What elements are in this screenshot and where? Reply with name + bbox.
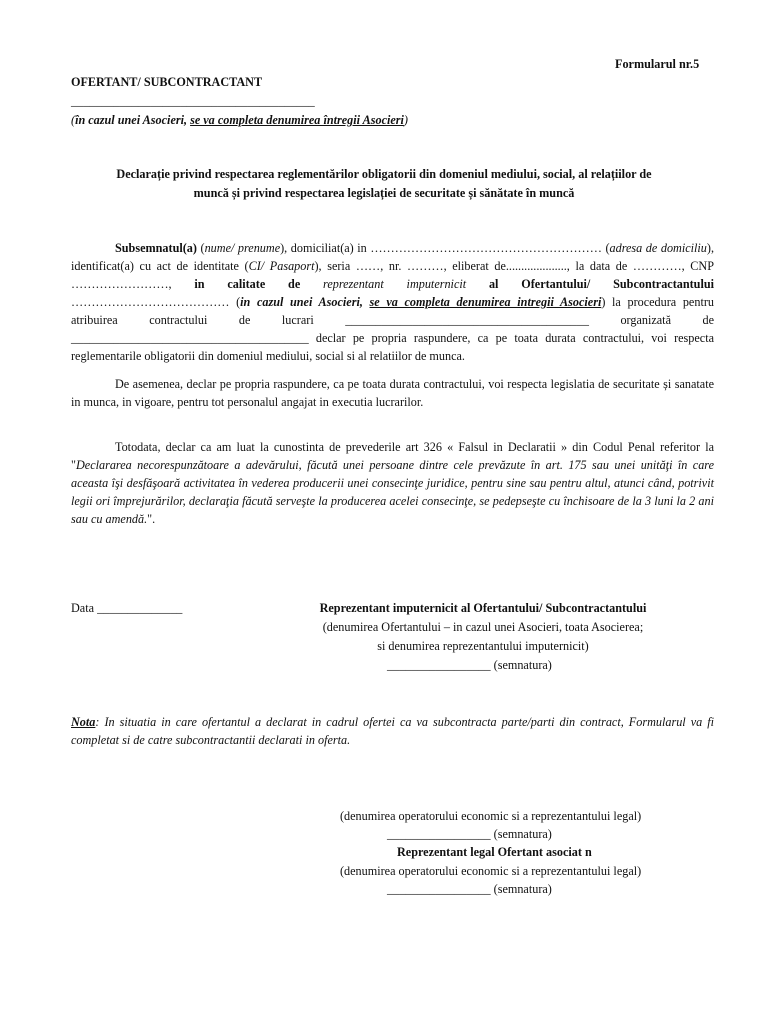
note-label: Nota	[71, 715, 96, 729]
text-run	[300, 277, 323, 291]
association-hint-underlined: se va completa denumirea întregii Asocieri	[190, 113, 404, 127]
declaration-title-line-1: Declarație privind respectarea reglementărilor obligatorii din domeniul mediului, social, al relațiilor de	[116, 167, 652, 181]
undersigned-label: Subsemnatul(a)	[115, 241, 197, 255]
organizer-line: _______________________________________	[71, 331, 309, 345]
association-hint-bold: în cazul unei Asocieri,	[75, 113, 191, 127]
signature-label: (semnatura)	[490, 827, 552, 841]
text-run: Totodata, declar ca am luat la cunostinta de prevederile art 326 « Falsul in Declaratii » din Codul Penal referitor la "	[71, 440, 714, 472]
operator-name-2: (denumirea operatorului economic si a reprezentantului legal)	[340, 864, 642, 878]
association-note: in cazul unei Asocieri,	[240, 295, 370, 309]
operator-signature-1	[387, 827, 552, 842]
date-label: Data	[71, 601, 98, 615]
note-text: : In situatia in care ofertantul a declarat in cadrul ofertei ca va subcontracta parte/parti din contract, Formularul va fi completat si de catre subcontractantii declarati in oferta.	[71, 715, 714, 747]
party-name-line: ________________________________________	[71, 94, 315, 108]
text-run	[466, 277, 489, 291]
penal-code-quote: Declararea necorespunzătoare a adevărului, făcută unei persoane dintre cele prevăzute în art. 175 sau unei unităţi în care aceasta îşi desfăşoară activitatea în vederea producerii unei consecinţe juridice, pentru sine sau pentru altul, atunci când, potrivit legii ori împrejurărilor, declaraţia făcută serveşte la producerea acelei consecinţe, se pedepseşte cu închisoare de la 3 luni la 2 ani sau cu amendă.	[71, 458, 714, 526]
text-run: ………………………………… (	[71, 295, 241, 309]
representative-note-2: si denumirea reprezentantului imputernicit)	[377, 639, 589, 653]
declaration-title-line-2: muncă și privind respectarea legislației de securitate și sănătate în muncă	[193, 186, 575, 200]
capacity-label: in calitate de	[194, 277, 301, 291]
declaration-paragraph-2: De asemenea, declar pe propria raspundere, ca pe toata durata contractului, voi respecta legislatia de securitate și sanatate in munca, in vigoare, pentru tot personalul angajat in executia lucrarilor.	[71, 377, 714, 409]
signature-line: _________________	[387, 882, 491, 896]
text-run: ), seria ……, nr. ………, eliberat de...................., la data de …………, CNP ……………………,	[71, 259, 715, 291]
representative-note-1: (denumirea Ofertantului – in cazul unei Asocieri, toata Asocierea;	[322, 620, 644, 634]
representative-signature	[387, 658, 552, 673]
association-hint-open: (	[71, 113, 76, 127]
association-hint-close: )	[403, 113, 408, 127]
representative-label: reprezentant imputernicit	[323, 277, 467, 291]
note-paragraph	[71, 713, 714, 749]
text-run: ), identificat(a) cu act de identitate (	[71, 241, 715, 273]
associate-title: Reprezentant legal Ofertant asociat n	[397, 845, 592, 859]
name-placeholder: nume/ prenume	[204, 241, 281, 255]
form-number: Formularul nr.5	[615, 57, 700, 71]
text-run: (	[196, 241, 205, 255]
date-line: ______________	[97, 601, 183, 615]
signature-label: (semnatura)	[490, 882, 552, 896]
signature-label: (semnatura)	[490, 658, 552, 672]
text-run: ) la procedura pentru atribuirea contractului de lucrari	[71, 295, 714, 327]
id-type-placeholder: CI/ Pasaport	[248, 259, 315, 273]
declaration-paragraph-1	[71, 239, 714, 365]
operator-signature-2	[387, 882, 552, 897]
date-field	[71, 601, 182, 616]
text-run: ), domiciliat(a) in ………………………………………………… (	[280, 241, 610, 255]
text-run: ".	[147, 512, 156, 526]
party-label: OFERTANT/ SUBCONTRACTANT	[71, 75, 263, 89]
declaration-paragraph-3	[71, 438, 714, 528]
bidder-label: al Ofertantului/ Subcontractantului	[488, 277, 715, 291]
text-run: declar pe propria raspundere, ca pe toata durata contractului, voi respecta reglementarile obligatorii din domeniul mediului, social si al relatiilor de munca.	[71, 331, 714, 363]
operator-name-1: (denumirea operatorului economic si a reprezentantului legal)	[340, 809, 642, 823]
signature-line: _________________	[387, 658, 491, 672]
contract-name-line: ________________________________________	[345, 313, 589, 327]
signature-line: _________________	[387, 827, 491, 841]
address-placeholder: adresa de domiciliu	[609, 241, 707, 255]
association-hint	[71, 113, 408, 128]
representative-title: Reprezentant imputernicit al Ofertantului/ Subcontractantului	[319, 601, 647, 615]
text-run: organizată de	[588, 313, 714, 327]
association-note-underlined: se va completa denumirea intregii Asocieri	[369, 295, 602, 309]
